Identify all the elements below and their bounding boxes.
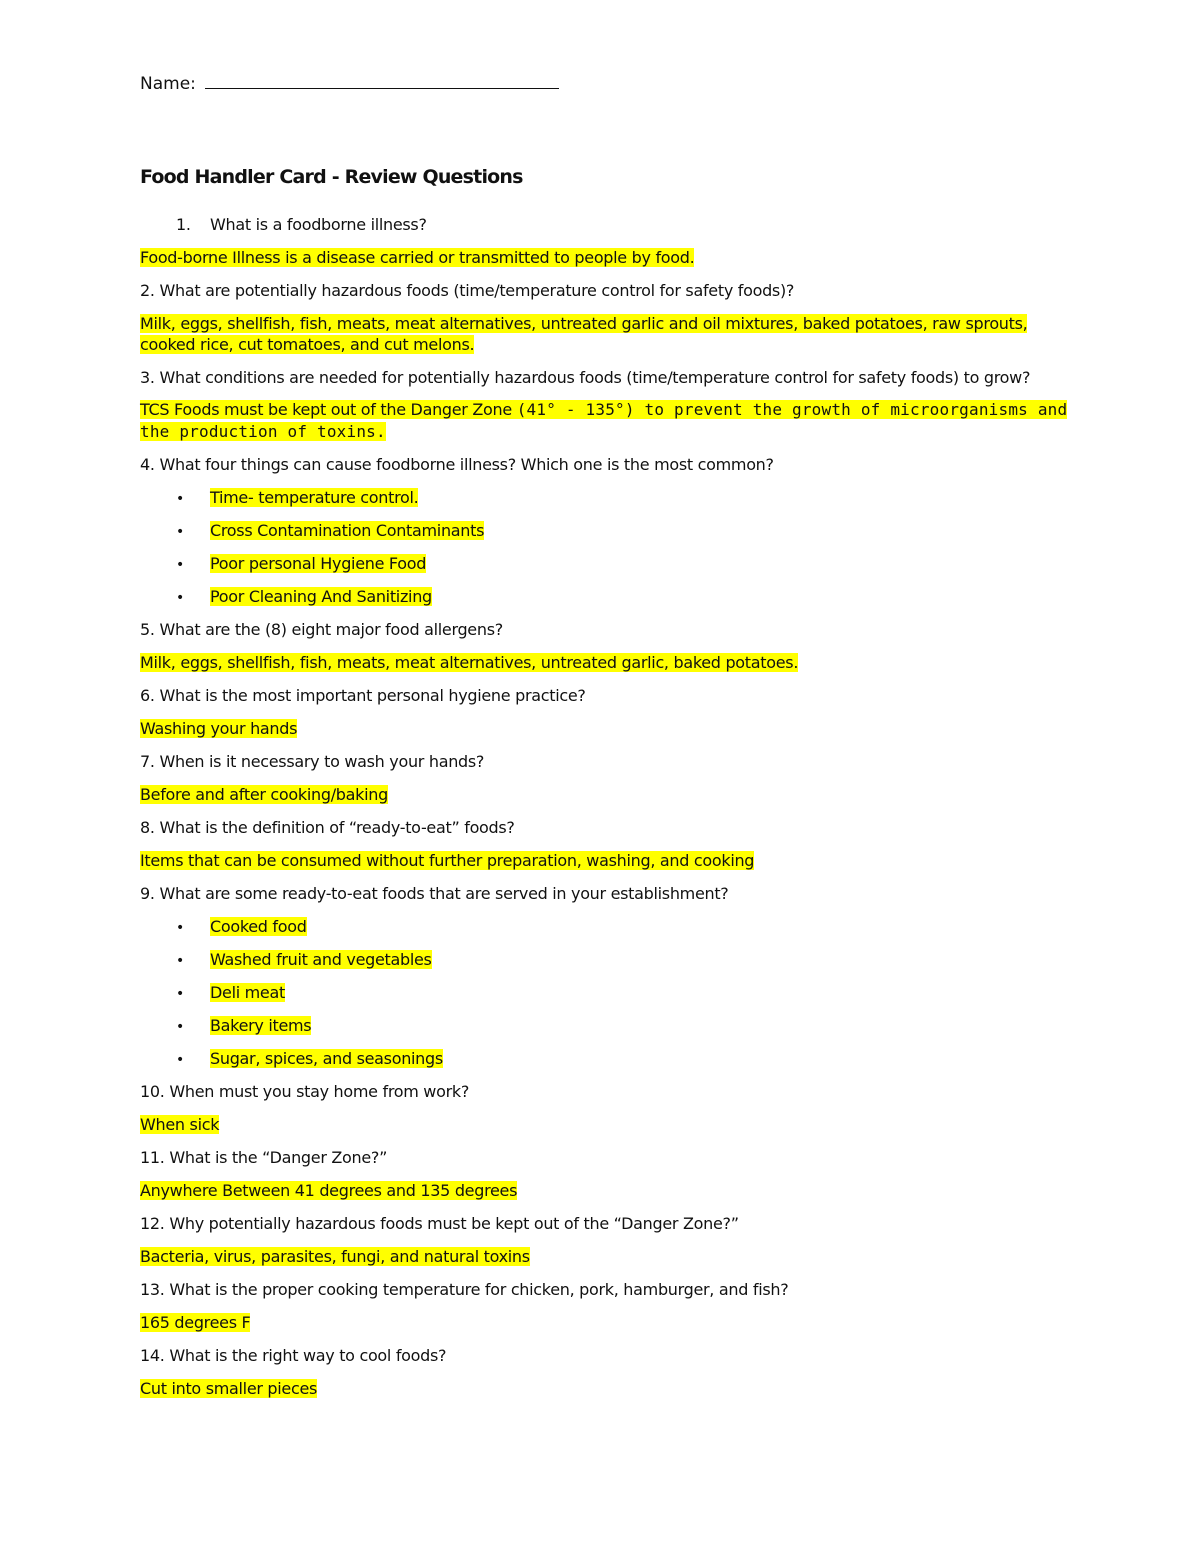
answer-3-text-2: the production of toxins. bbox=[140, 422, 386, 441]
answer-9-item-text: Sugar, spices, and seasonings bbox=[210, 1049, 443, 1068]
answer-9-item bbox=[176, 949, 432, 972]
bullet-icon: • bbox=[176, 1052, 184, 1068]
answer-12 bbox=[140, 1246, 530, 1267]
bullet-icon: • bbox=[176, 953, 184, 969]
answer-10 bbox=[140, 1114, 219, 1135]
bullet-icon: • bbox=[176, 590, 184, 606]
answer-10-text: When sick bbox=[140, 1115, 220, 1134]
answer-4-item bbox=[176, 487, 418, 510]
question-13: 13. What is the proper cooking temperature for chicken, pork, hamburger, and fish? bbox=[140, 1280, 789, 1299]
answer-9-item-text: Washed fruit and vegetables bbox=[210, 950, 432, 969]
answer-3-text-1a: TCS Foods must be kept out of the Danger Zone bbox=[140, 400, 517, 419]
answer-6-text: Washing your hands bbox=[140, 719, 298, 738]
name-blank-line[interactable] bbox=[205, 74, 559, 89]
answer-9-item-text: Cooked food bbox=[210, 917, 307, 936]
answer-1-text: Food-borne Illness is a disease carried or transmitted to people by food. bbox=[140, 248, 695, 267]
answer-4-item bbox=[176, 586, 432, 609]
answer-4-item-text: Poor personal Hygiene Food bbox=[210, 554, 427, 573]
question-9: 9. What are some ready-to-eat foods that are served in your establishment? bbox=[140, 884, 729, 903]
answer-4-item-text: Poor Cleaning And Sanitizing bbox=[210, 587, 432, 606]
answer-14-text: Cut into smaller pieces bbox=[140, 1379, 318, 1398]
answer-4-item-text: Cross Contamination Contaminants bbox=[210, 521, 485, 540]
question-8: 8. What is the definition of “ready-to-eat” foods? bbox=[140, 818, 515, 837]
bullet-icon: • bbox=[176, 557, 184, 573]
answer-3-line-1 bbox=[140, 399, 1067, 420]
question-7: 7. When is it necessary to wash your hands? bbox=[140, 752, 485, 771]
answer-13 bbox=[140, 1312, 250, 1333]
answer-9-item bbox=[176, 916, 307, 939]
answer-11-text: Anywhere Between 41 degrees and 135 degrees bbox=[140, 1181, 518, 1200]
answer-7-text: Before and after cooking/baking bbox=[140, 785, 388, 804]
bullet-icon: • bbox=[176, 986, 184, 1002]
answer-7 bbox=[140, 784, 388, 805]
bullet-icon: • bbox=[176, 524, 184, 540]
answer-2-text-1: Milk, eggs, shellfish, fish, meats, meat alternatives, untreated garlic and oil mixtures, baked potatoes, raw sprouts, bbox=[140, 314, 1028, 333]
bullet-icon: • bbox=[176, 920, 184, 936]
question-4: 4. What four things can cause foodborne illness? Which one is the most common? bbox=[140, 455, 774, 474]
answer-9-item bbox=[176, 1015, 311, 1038]
answer-6 bbox=[140, 718, 297, 739]
question-1 bbox=[176, 214, 427, 235]
answer-4-item-text: Time- temperature control. bbox=[210, 488, 419, 507]
answer-3-line-2 bbox=[140, 421, 386, 442]
answer-8-text: Items that can be consumed without further preparation, washing, and cooking bbox=[140, 851, 755, 870]
answer-14 bbox=[140, 1378, 317, 1399]
question-6: 6. What is the most important personal hygiene practice? bbox=[140, 686, 586, 705]
question-5: 5. What are the (8) eight major food allergens? bbox=[140, 620, 503, 639]
question-12: 12. Why potentially hazardous foods must be kept out of the “Danger Zone?” bbox=[140, 1214, 739, 1233]
answer-11 bbox=[140, 1180, 517, 1201]
question-2: 2. What are potentially hazardous foods (time/temperature control for safety foods)? bbox=[140, 281, 795, 300]
answer-2-line-2 bbox=[140, 334, 474, 355]
question-14: 14. What is the right way to cool foods? bbox=[140, 1346, 447, 1365]
answer-9-item-text: Deli meat bbox=[210, 983, 285, 1002]
answer-2-text-2: cooked rice, cut tomatoes, and cut melons. bbox=[140, 335, 475, 354]
document-title: Food Handler Card - Review Questions bbox=[140, 166, 523, 188]
answer-5-text: Milk, eggs, shellfish, fish, meats, meat alternatives, untreated garlic, baked potatoes. bbox=[140, 653, 799, 672]
answer-3-text-1b: (41° - 135°) to prevent the growth of microorganisms and bbox=[516, 400, 1068, 419]
name-field-row bbox=[140, 74, 559, 94]
answer-13-text: 165 degrees F bbox=[140, 1313, 251, 1332]
answer-9-item-text: Bakery items bbox=[210, 1016, 312, 1035]
question-1-text: What is a foodborne illness? bbox=[210, 215, 427, 234]
question-3: 3. What conditions are needed for potentially hazardous foods (time/temperature control for safety foods) to grow? bbox=[140, 368, 1031, 387]
name-label: Name: bbox=[140, 74, 196, 94]
question-1-number: 1. bbox=[176, 215, 191, 234]
answer-12-text: Bacteria, virus, parasites, fungi, and natural toxins bbox=[140, 1247, 530, 1266]
bullet-icon: • bbox=[176, 1019, 184, 1035]
answer-9-item bbox=[176, 1048, 443, 1071]
answer-2-line-1 bbox=[140, 313, 1027, 334]
answer-5 bbox=[140, 652, 798, 673]
answer-4-item bbox=[176, 553, 426, 576]
answer-1 bbox=[140, 247, 694, 268]
answer-8 bbox=[140, 850, 754, 871]
question-11: 11. What is the “Danger Zone?” bbox=[140, 1148, 388, 1167]
question-10: 10. When must you stay home from work? bbox=[140, 1082, 470, 1101]
bullet-icon: • bbox=[176, 491, 184, 507]
answer-4-item bbox=[176, 520, 484, 543]
answer-9-item bbox=[176, 982, 285, 1005]
